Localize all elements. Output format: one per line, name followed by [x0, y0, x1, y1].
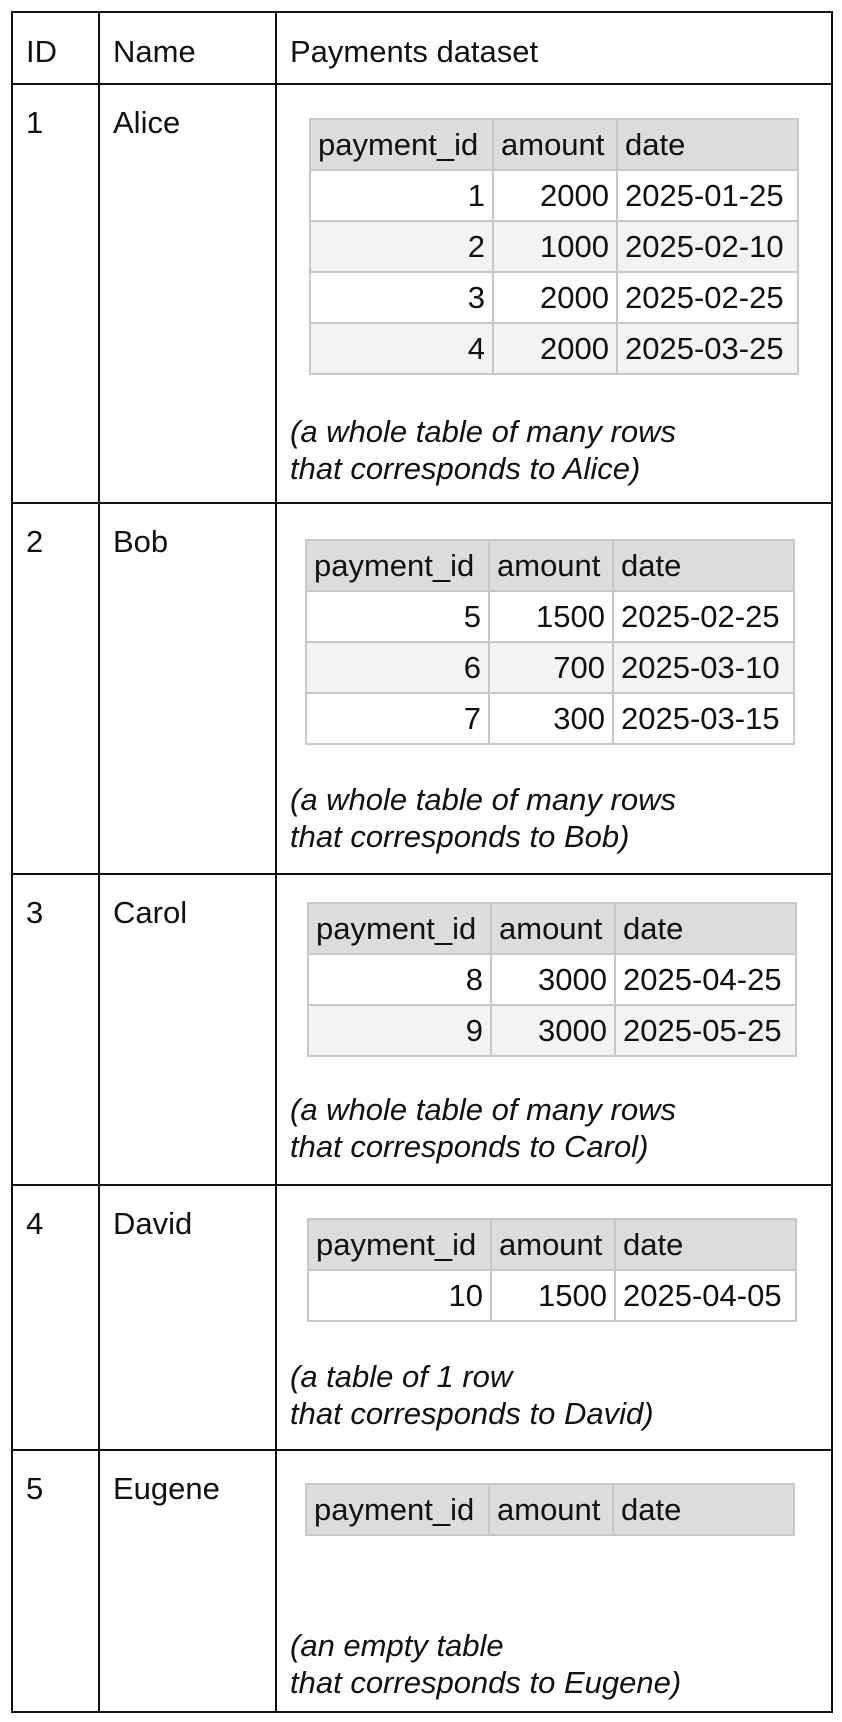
caption-line: (a whole table of many rows: [290, 782, 676, 817]
payment-date-cell: 2025-03-15: [613, 693, 794, 744]
payments-header-row: [306, 540, 794, 591]
row-id: 4: [26, 1206, 44, 1241]
caption-line: that corresponds to Alice): [290, 451, 641, 486]
table-row: [308, 1005, 796, 1056]
dataset-caption: [290, 1358, 654, 1432]
caption-line: (a table of 1 row: [290, 1359, 513, 1394]
payments-column-header: date: [617, 119, 798, 170]
payment-amount-cell: 700: [489, 642, 613, 693]
payment-payment-id-cell: 5: [306, 591, 489, 642]
payment-amount-cell: 1500: [489, 591, 613, 642]
payments-table: [305, 539, 795, 745]
payment-date-cell: 2025-02-10: [617, 221, 798, 272]
payments-column-header: amount: [491, 903, 615, 954]
table-row: [310, 323, 798, 374]
payments-column-header: date: [615, 1219, 796, 1270]
table-row: [308, 1270, 796, 1321]
payment-date-cell: 2025-02-25: [613, 591, 794, 642]
payments-column-header: payment_id: [310, 119, 493, 170]
row-name: Carol: [113, 895, 188, 930]
payment-payment-id-cell: 9: [308, 1005, 491, 1056]
caption-line: that corresponds to Bob): [290, 819, 630, 854]
payment-payment-id-cell: 8: [308, 954, 491, 1005]
row-name: Bob: [113, 524, 169, 559]
caption-line: (a whole table of many rows: [290, 1092, 676, 1127]
payments-table: [307, 902, 797, 1057]
payment-amount-cell: 300: [489, 693, 613, 744]
payments-header-row: [308, 1219, 796, 1270]
payment-date-cell: 2025-01-25: [617, 170, 798, 221]
table-row: [310, 221, 798, 272]
payment-date-cell: 2025-03-25: [617, 323, 798, 374]
payments-table: [307, 1218, 797, 1322]
payments-table: [309, 118, 799, 375]
payments-column-header: payment_id: [306, 1484, 489, 1535]
payments-column-header: amount: [493, 119, 617, 170]
payment-amount-cell: 1000: [493, 221, 617, 272]
table-row: [306, 693, 794, 744]
payment-payment-id-cell: 6: [306, 642, 489, 693]
payments-column-header: payment_id: [308, 1219, 491, 1270]
payment-amount-cell: 3000: [491, 1005, 615, 1056]
payment-payment-id-cell: 3: [310, 272, 493, 323]
payment-payment-id-cell: 7: [306, 693, 489, 744]
dataset-caption: [290, 781, 676, 855]
row-id: 1: [26, 105, 44, 140]
caption-line: (a whole table of many rows: [290, 414, 676, 449]
dataset-caption: [290, 1627, 681, 1701]
caption-line: that corresponds to Eugene): [290, 1665, 682, 1700]
payment-date-cell: 2025-05-25: [615, 1005, 796, 1056]
row-id: 3: [26, 895, 44, 930]
row-divider: [13, 502, 831, 504]
payments-column-header: amount: [489, 1484, 613, 1535]
payment-amount-cell: 3000: [491, 954, 615, 1005]
payments-header-row: [306, 1484, 794, 1535]
dataset-caption: [290, 1091, 676, 1165]
column-divider: [275, 13, 277, 1711]
row-divider: [13, 83, 831, 85]
payments-table: [305, 1483, 795, 1536]
customers-table: [11, 11, 833, 1713]
caption-line: that corresponds to David): [290, 1396, 654, 1431]
row-name: Eugene: [113, 1471, 220, 1506]
payment-amount-cell: 2000: [493, 170, 617, 221]
table-row: [306, 591, 794, 642]
payment-payment-id-cell: 10: [308, 1270, 491, 1321]
payment-payment-id-cell: 4: [310, 323, 493, 374]
row-id: 2: [26, 524, 44, 559]
header-name: Name: [113, 34, 196, 69]
payment-payment-id-cell: 1: [310, 170, 493, 221]
table-row: [310, 272, 798, 323]
table-row: [306, 642, 794, 693]
row-divider: [13, 1184, 831, 1186]
row-divider: [13, 1449, 831, 1451]
row-name: David: [113, 1206, 193, 1241]
payment-amount-cell: 1500: [491, 1270, 615, 1321]
payments-header-row: [308, 903, 796, 954]
payments-column-header: date: [613, 540, 794, 591]
payment-date-cell: 2025-02-25: [617, 272, 798, 323]
caption-line: that corresponds to Carol): [290, 1129, 649, 1164]
table-row: [310, 170, 798, 221]
payments-column-header: amount: [489, 540, 613, 591]
row-divider: [13, 873, 831, 875]
payments-column-header: payment_id: [306, 540, 489, 591]
header-id: ID: [26, 34, 57, 69]
column-divider: [98, 13, 100, 1711]
dataset-caption: [290, 413, 676, 487]
payment-date-cell: 2025-03-10: [613, 642, 794, 693]
payments-column-header: date: [615, 903, 796, 954]
payment-date-cell: 2025-04-25: [615, 954, 796, 1005]
caption-line: (an empty table: [290, 1628, 504, 1663]
payments-column-header: payment_id: [308, 903, 491, 954]
payments-header-row: [310, 119, 798, 170]
payment-amount-cell: 2000: [493, 272, 617, 323]
payments-column-header: date: [613, 1484, 794, 1535]
row-id: 5: [26, 1471, 44, 1506]
payment-payment-id-cell: 2: [310, 221, 493, 272]
row-name: Alice: [113, 105, 181, 140]
payment-amount-cell: 2000: [493, 323, 617, 374]
table-row: [308, 954, 796, 1005]
header-payments-dataset: Payments dataset: [290, 34, 539, 69]
payment-date-cell: 2025-04-05: [615, 1270, 796, 1321]
payments-column-header: amount: [491, 1219, 615, 1270]
